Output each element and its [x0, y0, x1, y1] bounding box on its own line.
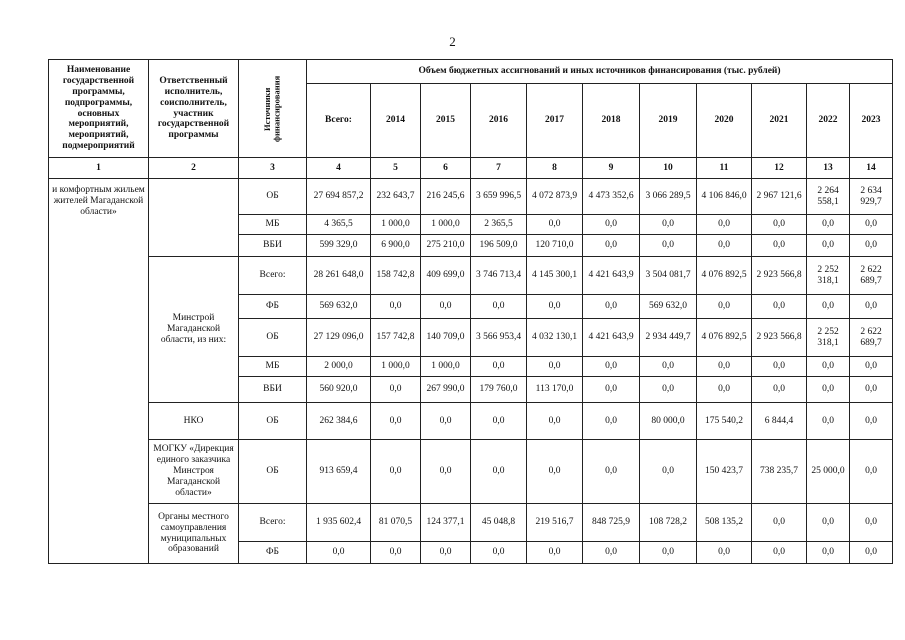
header-year: 2018 [583, 84, 640, 158]
value-cell: 0,0 [421, 542, 471, 564]
column-number: 14 [850, 158, 893, 179]
value-cell: 81 070,5 [371, 504, 421, 542]
funding-source-cell: Всего: [239, 257, 307, 295]
column-number: 3 [239, 158, 307, 179]
value-cell: 2 967 121,6 [752, 179, 807, 215]
value-cell: 0,0 [807, 542, 850, 564]
value-cell: 0,0 [471, 542, 527, 564]
value-cell: 2 365,5 [471, 215, 527, 235]
header-year: 2017 [527, 84, 583, 158]
value-cell: 0,0 [807, 295, 850, 319]
funding-source-cell: ОБ [239, 440, 307, 504]
value-cell: 0,0 [850, 357, 893, 377]
value-cell: 1 000,0 [421, 357, 471, 377]
value-cell: 0,0 [850, 403, 893, 440]
value-cell: 28 261 648,0 [307, 257, 371, 295]
value-cell: 0,0 [371, 403, 421, 440]
value-cell: 4 421 643,9 [583, 319, 640, 357]
header-source [239, 60, 307, 158]
column-number: 7 [471, 158, 527, 179]
value-cell: 27 129 096,0 [307, 319, 371, 357]
column-number: 4 [307, 158, 371, 179]
value-cell: 0,0 [640, 357, 697, 377]
value-cell: 0,0 [640, 377, 697, 403]
value-cell: 569 632,0 [640, 295, 697, 319]
value-cell: 409 699,0 [421, 257, 471, 295]
value-cell: 3 659 996,5 [471, 179, 527, 215]
executor-cell: МОГКУ «Дирекция единого заказчика Минстроя Магаданской области» [149, 440, 239, 504]
value-cell: 80 000,0 [640, 403, 697, 440]
value-cell: 6 844,4 [752, 403, 807, 440]
value-cell: 120 710,0 [527, 235, 583, 257]
value-cell: 45 048,8 [471, 504, 527, 542]
header-year: 2015 [421, 84, 471, 158]
value-cell: 0,0 [583, 235, 640, 257]
funding-source-cell: ВБИ [239, 377, 307, 403]
value-cell: 0,0 [807, 403, 850, 440]
funding-source-cell: ФБ [239, 295, 307, 319]
value-cell: 0,0 [527, 542, 583, 564]
column-number: 11 [697, 158, 752, 179]
value-cell: 4 106 846,0 [697, 179, 752, 215]
value-cell: 0,0 [640, 440, 697, 504]
value-cell: 738 235,7 [752, 440, 807, 504]
table-row [49, 179, 893, 215]
value-cell: 0,0 [640, 235, 697, 257]
value-cell: 1 000,0 [421, 215, 471, 235]
funding-source-cell: МБ [239, 357, 307, 377]
value-cell: 0,0 [421, 295, 471, 319]
column-number: 1 [49, 158, 149, 179]
value-cell: 0,0 [850, 215, 893, 235]
value-cell: 27 694 857,2 [307, 179, 371, 215]
value-cell: 0,0 [583, 440, 640, 504]
value-cell: 0,0 [371, 377, 421, 403]
value-cell: 0,0 [752, 235, 807, 257]
value-cell: 0,0 [807, 215, 850, 235]
value-cell: 3 746 713,4 [471, 257, 527, 295]
value-cell: 0,0 [583, 542, 640, 564]
header-year: 2016 [471, 84, 527, 158]
column-number: 2 [149, 158, 239, 179]
value-cell: 0,0 [421, 440, 471, 504]
value-cell: 0,0 [640, 542, 697, 564]
executor-cell: НКО [149, 403, 239, 440]
table-body [49, 179, 893, 564]
value-cell: 196 509,0 [471, 235, 527, 257]
value-cell: 0,0 [471, 357, 527, 377]
column-number: 9 [583, 158, 640, 179]
value-cell: 2 634 929,7 [850, 179, 893, 215]
value-cell: 4 076 892,5 [697, 257, 752, 295]
header-year: 2019 [640, 84, 697, 158]
value-cell: 0,0 [583, 295, 640, 319]
value-cell: 0,0 [307, 542, 371, 564]
value-cell: 560 920,0 [307, 377, 371, 403]
value-cell: 0,0 [850, 440, 893, 504]
executor-cell: Органы местного самоуправления муниципальных образований [149, 504, 239, 564]
value-cell: 2 622 689,7 [850, 319, 893, 357]
funding-source-cell: ФБ [239, 542, 307, 564]
value-cell: 0,0 [850, 295, 893, 319]
value-cell: 2 264 558,1 [807, 179, 850, 215]
value-cell: 0,0 [807, 235, 850, 257]
value-cell: 0,0 [471, 295, 527, 319]
value-cell: 0,0 [697, 235, 752, 257]
header-year: 2023 [850, 84, 893, 158]
funding-source-cell: ВБИ [239, 235, 307, 257]
value-cell: 262 384,6 [307, 403, 371, 440]
value-cell: 0,0 [583, 215, 640, 235]
value-cell: 3 504 081,7 [640, 257, 697, 295]
value-cell: 0,0 [697, 542, 752, 564]
value-cell: 0,0 [807, 377, 850, 403]
value-cell: 0,0 [752, 377, 807, 403]
executor-cell: Минстрой Магаданской области, из них: [149, 257, 239, 403]
value-cell: 0,0 [583, 357, 640, 377]
value-cell: 275 210,0 [421, 235, 471, 257]
value-cell: 0,0 [583, 403, 640, 440]
value-cell: 124 377,1 [421, 504, 471, 542]
value-cell: 113 170,0 [527, 377, 583, 403]
column-number: 12 [752, 158, 807, 179]
value-cell: 0,0 [850, 504, 893, 542]
column-number: 10 [640, 158, 697, 179]
value-cell: 0,0 [752, 542, 807, 564]
value-cell: 2 934 449,7 [640, 319, 697, 357]
value-cell: 158 742,8 [371, 257, 421, 295]
header-year: 2014 [371, 84, 421, 158]
value-cell: 25 000,0 [807, 440, 850, 504]
value-cell: 0,0 [371, 440, 421, 504]
value-cell: 0,0 [527, 403, 583, 440]
table-row [49, 504, 893, 542]
value-cell: 0,0 [527, 357, 583, 377]
value-cell: 0,0 [527, 215, 583, 235]
value-cell: 0,0 [697, 377, 752, 403]
value-cell: 508 135,2 [697, 504, 752, 542]
value-cell: 4 145 300,1 [527, 257, 583, 295]
value-cell: 4 032 130,1 [527, 319, 583, 357]
value-cell: 0,0 [527, 440, 583, 504]
table-row [49, 403, 893, 440]
funding-source-cell: МБ [239, 215, 307, 235]
value-cell: 179 760,0 [471, 377, 527, 403]
value-cell: 4 076 892,5 [697, 319, 752, 357]
value-cell: 267 990,0 [421, 377, 471, 403]
value-cell: 4 365,5 [307, 215, 371, 235]
table-row [49, 257, 893, 295]
value-cell: 0,0 [697, 215, 752, 235]
header-year: 2021 [752, 84, 807, 158]
value-cell: 0,0 [527, 295, 583, 319]
value-cell: 232 643,7 [371, 179, 421, 215]
column-number: 5 [371, 158, 421, 179]
header-volume: Объем бюджетных ассигнований и иных источников финансирования (тыс. рублей) [307, 60, 893, 84]
value-cell: 2 252 318,1 [807, 319, 850, 357]
header-executor: Ответственный исполнитель, соисполнитель, участник государственной программы [149, 60, 239, 158]
value-cell: 1 000,0 [371, 215, 421, 235]
value-cell: 0,0 [697, 295, 752, 319]
funding-source-cell: Всего: [239, 504, 307, 542]
value-cell: 0,0 [752, 504, 807, 542]
header-year: 2020 [697, 84, 752, 158]
column-number: 8 [527, 158, 583, 179]
value-cell: 150 423,7 [697, 440, 752, 504]
value-cell: 599 329,0 [307, 235, 371, 257]
value-cell: 0,0 [807, 504, 850, 542]
value-cell: 0,0 [421, 403, 471, 440]
value-cell: 0,0 [850, 542, 893, 564]
funding-source-cell: ОБ [239, 179, 307, 215]
program-name-cell: и комфортным жильем жителей Магаданской области» [49, 179, 149, 564]
value-cell: 0,0 [371, 542, 421, 564]
value-cell: 2 923 566,8 [752, 257, 807, 295]
value-cell: 0,0 [471, 403, 527, 440]
value-cell: 0,0 [850, 235, 893, 257]
value-cell: 0,0 [471, 440, 527, 504]
value-cell: 4 421 643,9 [583, 257, 640, 295]
value-cell: 0,0 [752, 215, 807, 235]
value-cell: 6 900,0 [371, 235, 421, 257]
value-cell: 0,0 [752, 295, 807, 319]
value-cell: 0,0 [371, 295, 421, 319]
value-cell: 4 072 873,9 [527, 179, 583, 215]
value-cell: 2 923 566,8 [752, 319, 807, 357]
value-cell: 0,0 [583, 377, 640, 403]
value-cell: 140 709,0 [421, 319, 471, 357]
value-cell: 2 000,0 [307, 357, 371, 377]
value-cell: 4 473 352,6 [583, 179, 640, 215]
value-cell: 913 659,4 [307, 440, 371, 504]
value-cell: 3 566 953,4 [471, 319, 527, 357]
column-number: 13 [807, 158, 850, 179]
header-source-label: Источники финансирования [262, 75, 282, 142]
value-cell: 848 725,9 [583, 504, 640, 542]
budget-table [48, 59, 893, 564]
header-year: Всего: [307, 84, 371, 158]
value-cell: 1 935 602,4 [307, 504, 371, 542]
value-cell: 219 516,7 [527, 504, 583, 542]
value-cell: 2 622 689,7 [850, 257, 893, 295]
value-cell: 0,0 [850, 377, 893, 403]
value-cell: 569 632,0 [307, 295, 371, 319]
header-year: 2022 [807, 84, 850, 158]
value-cell: 0,0 [752, 357, 807, 377]
column-number: 6 [421, 158, 471, 179]
value-cell: 2 252 318,1 [807, 257, 850, 295]
value-cell: 0,0 [807, 357, 850, 377]
value-cell: 0,0 [697, 357, 752, 377]
page-number: 2 [449, 34, 456, 49]
value-cell: 108 728,2 [640, 504, 697, 542]
funding-source-cell: ОБ [239, 319, 307, 357]
value-cell: 1 000,0 [371, 357, 421, 377]
header-name: Наименование государственной программы, подпрограммы, основных мероприятий, мероприятий, подмероприятий [49, 60, 149, 158]
value-cell: 216 245,6 [421, 179, 471, 215]
executor-cell [149, 179, 239, 257]
value-cell: 3 066 289,5 [640, 179, 697, 215]
value-cell: 175 540,2 [697, 403, 752, 440]
value-cell: 157 742,8 [371, 319, 421, 357]
funding-source-cell: ОБ [239, 403, 307, 440]
table-row [49, 440, 893, 504]
value-cell: 0,0 [640, 215, 697, 235]
